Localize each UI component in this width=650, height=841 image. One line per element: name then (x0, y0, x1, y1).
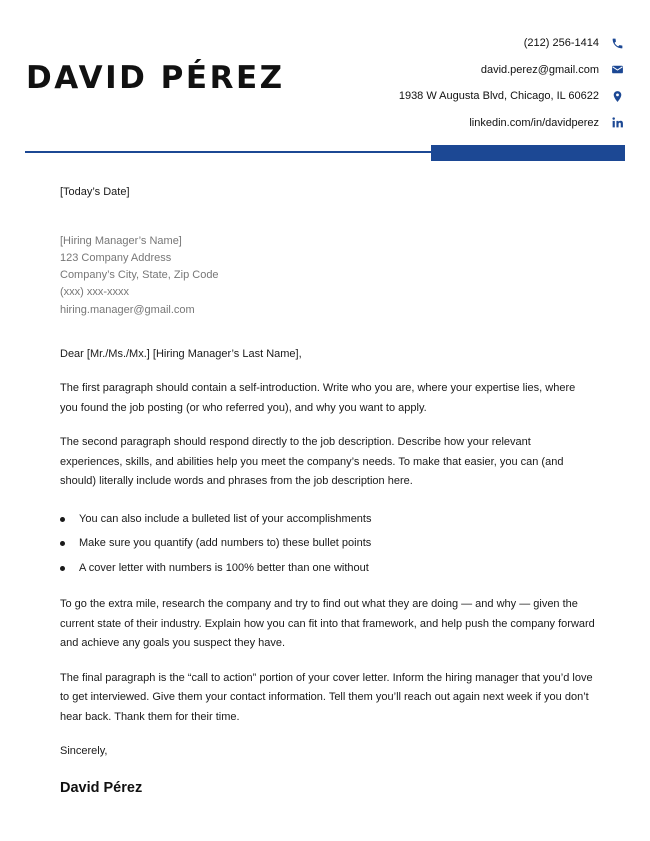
list-item: You can also include a bulleted list of your accomplishments (79, 507, 595, 532)
applicant-name: DAVID PÉREZ (26, 60, 285, 96)
email-icon (610, 63, 624, 77)
list-item: Make sure you quantify (add numbers to) these bullet points (79, 531, 595, 556)
recipient-email: hiring.manager@gmail.com (60, 303, 195, 316)
recipient-city: Company’s City, State, Zip Code (60, 269, 219, 282)
address-text: 1938 W Augusta Blvd, Chicago, IL 60622 (398, 90, 599, 103)
location-icon (610, 89, 624, 103)
linkedin-icon (610, 116, 624, 130)
accomplishment-list (60, 507, 595, 581)
linkedin-text: linkedin.com/in/davidperez (469, 116, 599, 129)
letter-body (60, 183, 595, 798)
paragraph-call-to-action: The final paragraph is the “call to action” portion of your cover letter. Inform the hiring manager that you’d love to get interviewed. Give them your contact information. Tell them you’ll reach out again next week if you don’t hear back. Thank them for their time. (60, 671, 593, 723)
paragraph-experience: The second paragraph should respond directly to the job description. Describe how your relevant experiences, skills, and abilities help you meet the company’s needs. To make that easier, you can (and should) literally include words and phrases from the job description here. (60, 436, 564, 488)
recipient-street: 123 Company Address (60, 251, 172, 264)
recipient-phone: (xxx) xxx-xxxx (60, 286, 130, 299)
header-divider-line (25, 151, 431, 153)
contact-email (204, 57, 624, 84)
list-item: A cover letter with numbers is 100% better than one without (79, 556, 595, 581)
contact-address (204, 83, 624, 110)
header-accent-band (431, 145, 625, 161)
recipient-address (60, 233, 595, 319)
phone-icon (610, 36, 624, 50)
salutation: Dear [Mr./Ms./Mx.] [Hiring Manager’s Last Name], (60, 347, 302, 360)
contact-info (204, 30, 624, 136)
email-text: david.perez@gmail.com (480, 63, 599, 76)
phone-text: (212) 256-1414 (523, 37, 599, 50)
paragraph-research: To go the extra mile, research the company and try to find out what they are doing — and why — given the current state of their industry. Explain how you can fit into that framework, and help push the company forward and achieve any goals you suspect they have. (60, 598, 595, 650)
contact-phone (204, 30, 624, 57)
contact-linkedin (204, 110, 624, 137)
recipient-name: [Hiring Manager’s Name] (60, 234, 182, 247)
closing: Sincerely, (60, 745, 108, 758)
signature-name: David Pérez (60, 779, 143, 796)
letter-date: [Today’s Date] (60, 186, 130, 198)
paragraph-intro: The first paragraph should contain a self-introduction. Write who you are, where your expertise lies, where you found the job posting (or who referred you), and why you want to apply. (60, 382, 576, 414)
